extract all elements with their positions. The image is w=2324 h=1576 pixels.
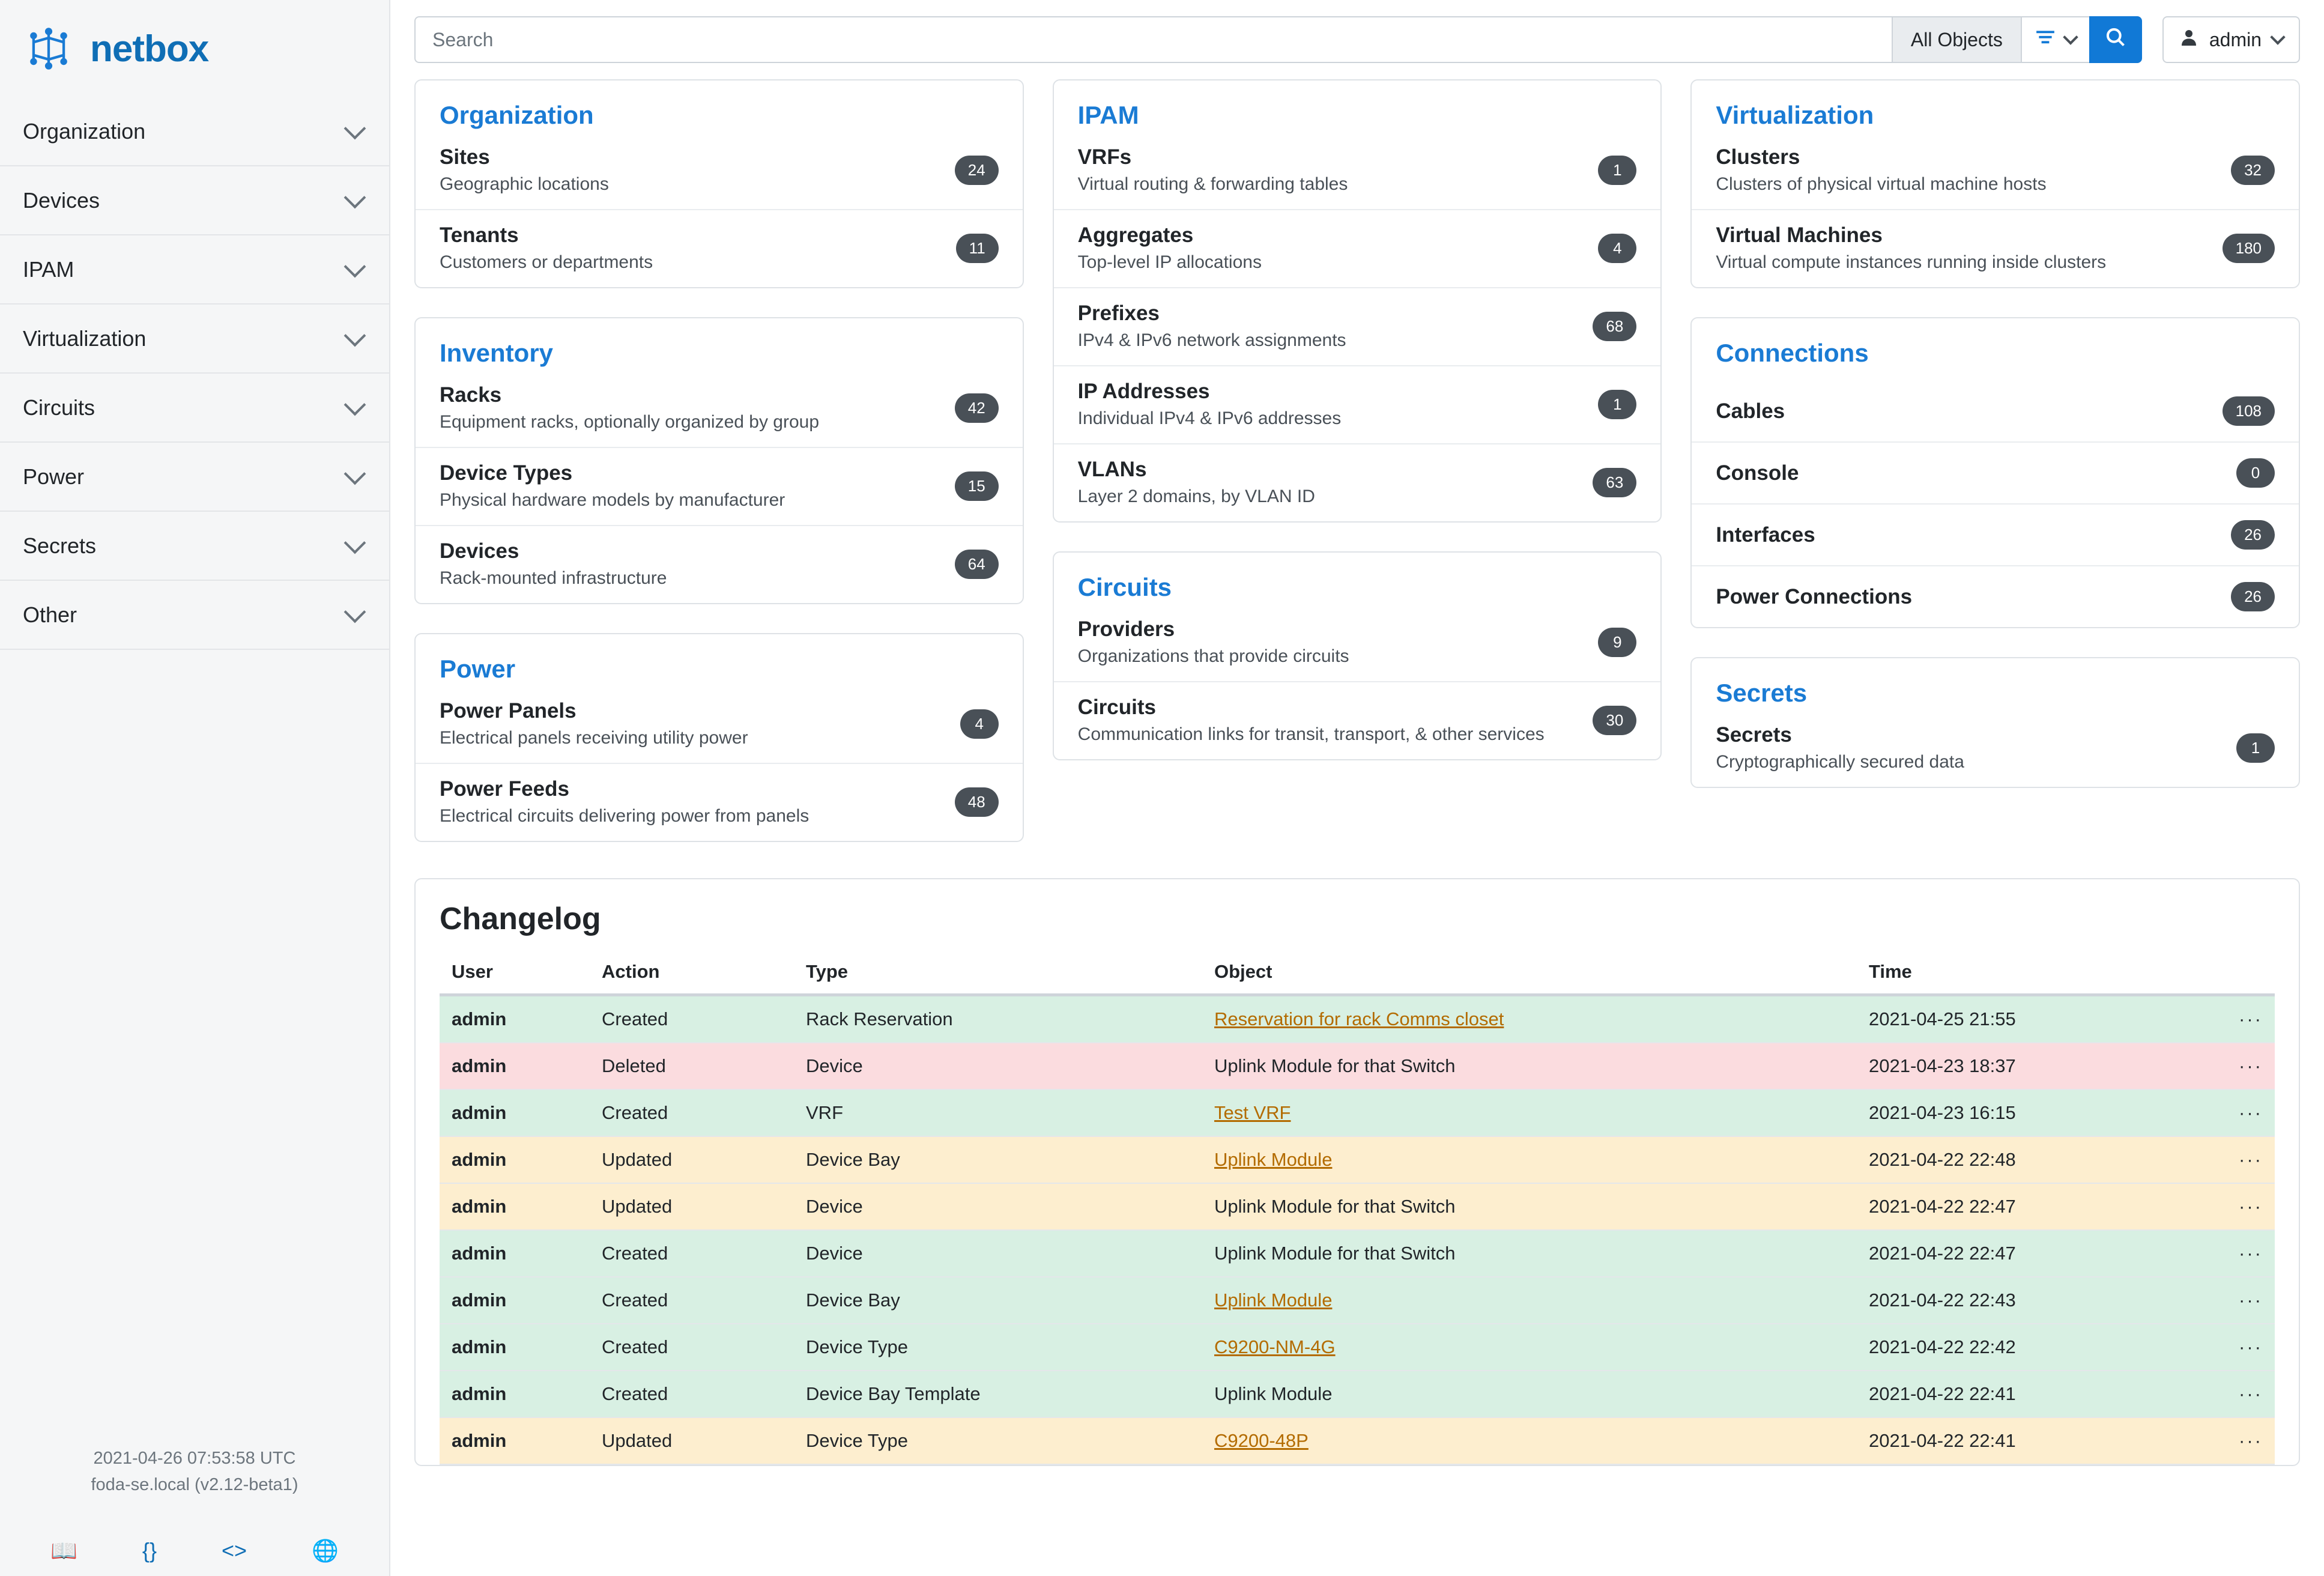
cell-user: admin [440,1136,590,1183]
sidebar-item-label: Secrets [23,533,97,558]
cell-action: Created [590,1090,794,1136]
braces-icon[interactable]: {} [142,1538,157,1563]
cell-time: 2021-04-22 22:42 [1857,1324,2193,1371]
row-name: Racks [440,383,502,407]
sidebar-item-label: Devices [23,187,100,213]
cell-type: VRF [794,1090,1202,1136]
panel-row-interfaces[interactable] [1692,503,2299,565]
row-name: Device Types [440,461,573,485]
panel-column-2 [1053,79,1662,789]
row-count-badge: 30 [1593,706,1636,735]
sidebar [0,0,390,1576]
table-row[interactable] [440,1324,2275,1371]
cell-type: Device Type [794,1417,1202,1464]
sidebar-item-organization[interactable] [0,97,389,166]
code-icon[interactable]: <> [222,1538,247,1563]
cell-time: 2021-04-22 22:43 [1857,1277,2193,1324]
object-type-label: All Objects [1910,28,2003,50]
cell-type: Device [794,1043,1202,1090]
cell-time: 2021-04-22 22:41 [1857,1417,2193,1464]
object-link[interactable]: C9200-NM-4G [1214,1336,1336,1357]
row-count-badge: 24 [955,156,999,185]
row-description: Cryptographically secured data [1716,752,1964,772]
table-row[interactable] [440,1417,2275,1464]
cell-type: Device [794,1183,1202,1230]
cell-user: admin [440,1417,590,1464]
row-actions-menu[interactable]: ··· [2193,1043,2275,1090]
row-count-badge: 42 [955,393,999,423]
cell-object: Uplink Module for that Switch [1202,1230,1857,1277]
row-name: Prefixes [1077,302,1160,325]
search-input[interactable] [414,16,1892,63]
main-area [390,0,2324,1576]
column-header-action[interactable]: Action [590,954,794,995]
changelog-table [440,954,2275,1465]
panel-row-power-panels[interactable] [416,697,1023,763]
panel-columns [414,79,2300,871]
row-name: Console [1716,461,1799,485]
row-description: Virtual compute instances running inside clusters [1716,252,2107,272]
brand[interactable] [0,0,389,97]
row-count-badge: 63 [1593,468,1636,497]
panel-title: IPAM [1077,101,1139,129]
sidebar-item-circuits[interactable] [0,374,389,443]
book-icon[interactable]: 📖 [50,1538,77,1563]
row-count-badge: 26 [2231,520,2275,550]
object-link[interactable]: Test VRF [1214,1102,1291,1123]
row-count-badge: 180 [2223,234,2275,263]
sidebar-item-virtualization[interactable] [0,305,389,374]
chevron-down-icon [344,255,366,277]
panel-row-aggregates[interactable] [1054,209,1661,287]
cell-user: admin [440,1230,590,1277]
changelog-body [440,995,2275,1465]
row-count-badge: 4 [1598,234,1636,263]
row-actions-menu[interactable]: ··· [2193,1324,2275,1371]
panel-row-power-feeds[interactable] [416,763,1023,841]
cell-action: Deleted [590,1043,794,1090]
cell-object[interactable] [1202,1277,1857,1324]
cell-user: admin [440,1371,590,1417]
row-name: Circuits [1077,696,1156,719]
panel-row-device-types[interactable] [416,447,1023,525]
cell-object: Uplink Module [1202,1371,1857,1417]
row-description: Clusters of physical virtual machine hosts [1716,174,2047,194]
cell-user: admin [440,1090,590,1136]
row-count-badge: 1 [1598,390,1636,419]
panel-title: Virtualization [1716,101,1874,129]
cell-time: 2021-04-22 22:41 [1857,1371,2193,1417]
search-button[interactable] [2089,16,2142,63]
table-row[interactable] [440,1230,2275,1277]
user-menu-label: admin [2209,28,2262,50]
cell-user: admin [440,995,590,1043]
globe-icon[interactable]: 🌐 [312,1538,339,1563]
row-count-badge: 1 [2236,733,2275,763]
object-link[interactable]: C9200-48P [1214,1430,1309,1451]
panel-title: Power [440,655,516,683]
row-name: Tenants [440,223,519,247]
row-description: Virtual routing & forwarding tables [1077,174,1348,194]
row-description: Individual IPv4 & IPv6 addresses [1077,408,1342,428]
row-count-badge: 4 [960,709,999,739]
row-actions-menu[interactable]: ··· [2193,1417,2275,1464]
panel-inventory [414,317,1024,604]
sidebar-item-label: Organization [23,118,146,144]
chevron-down-icon [344,117,366,139]
row-name: IP Addresses [1077,380,1210,403]
cell-action: Created [590,1277,794,1324]
sidebar-item-devices[interactable] [0,166,389,235]
cell-type: Device Bay [794,1277,1202,1324]
cell-user: admin [440,1324,590,1371]
panel-virtualization [1690,79,2300,288]
column-header-type[interactable]: Type [794,954,1202,995]
panel-row-power-connections[interactable] [1692,565,2299,627]
cell-time: 2021-04-22 22:47 [1857,1183,2193,1230]
cell-object[interactable] [1202,1136,1857,1183]
cell-action: Created [590,1324,794,1371]
brand-name: netbox [90,28,209,70]
row-count-badge: 26 [2231,582,2275,611]
row-description: Layer 2 domains, by VLAN ID [1077,486,1315,506]
search-icon [2105,26,2126,53]
cell-type: Device [794,1230,1202,1277]
row-count-badge: 32 [2231,156,2275,185]
row-name: VRFs [1077,145,1132,169]
row-count-badge: 108 [2223,396,2275,426]
changelog-panel [414,878,2300,1466]
panel-ipam [1053,79,1662,523]
panel-row-racks[interactable] [416,381,1023,447]
cell-type: Rack Reservation [794,995,1202,1043]
panel-secrets [1690,657,2300,788]
row-actions-menu[interactable]: ··· [2193,1136,2275,1183]
panel-column-3 [1690,79,2300,817]
table-row[interactable] [440,1371,2275,1417]
row-name: Virtual Machines [1716,223,1883,247]
panel-row-vrfs[interactable] [1054,143,1661,209]
column-header-time[interactable]: Time [1857,954,2193,995]
row-actions-menu[interactable]: ··· [2193,995,2275,1043]
row-description: Top-level IP allocations [1077,252,1262,272]
row-actions-menu[interactable]: ··· [2193,1230,2275,1277]
person-icon [2179,28,2198,52]
chevron-down-icon [2063,29,2078,44]
row-name: Power Connections [1716,584,1913,608]
panel-row-devices[interactable] [416,525,1023,603]
cell-type: Device Bay [794,1136,1202,1183]
panel-row-ip-addresses[interactable] [1054,365,1661,443]
row-count-badge: 48 [955,787,999,817]
search-group [414,16,2142,63]
row-count-badge: 15 [955,471,999,501]
panel-row-clusters[interactable] [1692,143,2299,209]
row-description: Electrical panels receiving utility power [440,728,748,748]
user-menu[interactable] [2162,16,2300,63]
topbar [390,0,2324,79]
row-name: Devices [440,539,519,563]
row-description: Geographic locations [440,174,609,194]
panel-row-virtual-machines[interactable] [1692,209,2299,287]
column-header-actions [2193,954,2275,995]
sidebar-item-label: Other [23,602,77,627]
panel-title: Connections [1716,339,1869,367]
cell-user: admin [440,1043,590,1090]
object-link[interactable]: Reservation for rack Comms closet [1214,1008,1504,1029]
row-name: Power Feeds [440,777,569,801]
sidebar-footer-icons [0,1540,389,1562]
cell-object: Uplink Module for that Switch [1202,1183,1857,1230]
row-count-badge: 64 [955,550,999,579]
dashboard [390,79,2324,1576]
filter-icon [2035,27,2056,52]
sidebar-item-label: Circuits [23,395,95,420]
cell-object[interactable] [1202,1324,1857,1371]
panel-row-prefixes[interactable] [1054,287,1661,365]
column-header-user[interactable]: User [440,954,590,995]
row-name: VLANs [1077,458,1147,481]
row-actions-menu[interactable]: ··· [2193,1183,2275,1230]
panel-title: Circuits [1077,573,1172,601]
panel-title: Inventory [440,339,554,367]
table-row[interactable] [440,1183,2275,1230]
panel-connections [1690,317,2300,628]
cell-object: Uplink Module for that Switch [1202,1043,1857,1090]
cell-action: Updated [590,1136,794,1183]
row-count-badge: 0 [2236,458,2275,488]
cell-time: 2021-04-25 21:55 [1857,995,2193,1043]
sidebar-item-other[interactable] [0,581,389,650]
chevron-down-icon [344,186,366,208]
row-name: Cables [1716,399,1785,423]
column-header-object[interactable]: Object [1202,954,1857,995]
chevron-down-icon [344,393,366,416]
row-name: Sites [440,145,490,169]
sidebar-item-power[interactable] [0,443,389,512]
row-count-badge: 1 [1598,156,1636,185]
sidebar-item-label: Power [23,464,85,489]
cell-action: Updated [590,1183,794,1230]
footer-timestamp: 2021-04-26 07:53:58 UTC [93,1449,296,1468]
chevron-down-icon [2270,29,2285,44]
cell-time: 2021-04-22 22:47 [1857,1230,2193,1277]
sidebar-footer [0,1446,389,1498]
panel-title: Organization [440,101,594,129]
panel-row-cables[interactable] [1692,381,2299,441]
row-description: IPv4 & IPv6 network assignments [1077,330,1346,350]
cell-time: 2021-04-22 22:48 [1857,1136,2193,1183]
panel-row-secrets[interactable] [1692,721,2299,787]
cell-type: Device Bay Template [794,1371,1202,1417]
cell-time: 2021-04-23 16:15 [1857,1090,2193,1136]
row-description: Physical hardware models by manufacturer [440,490,785,510]
row-count-badge: 9 [1598,628,1636,657]
row-actions-menu[interactable]: ··· [2193,1371,2275,1417]
panel-row-tenants[interactable] [416,209,1023,287]
cell-action: Updated [590,1417,794,1464]
row-description: Equipment racks, optionally organized by group [440,412,820,432]
chevron-down-icon [344,601,366,623]
sidebar-item-label: IPAM [23,256,74,282]
chevron-down-icon [344,532,366,554]
row-actions-menu[interactable]: ··· [2193,1090,2275,1136]
cell-object[interactable] [1202,995,1857,1043]
row-description: Rack-mounted infrastructure [440,568,667,588]
table-header-row [440,954,2275,995]
row-name: Interfaces [1716,523,1815,547]
chevron-down-icon [344,462,366,485]
row-name: Power Panels [440,699,576,723]
panel-circuits [1053,551,1662,760]
cell-time: 2021-04-23 18:37 [1857,1043,2193,1090]
cell-action: Created [590,995,794,1043]
table-row[interactable] [440,1090,2275,1136]
panel-organization [414,79,1024,288]
table-row[interactable] [440,1136,2275,1183]
row-description: Organizations that provide circuits [1077,646,1349,666]
row-name: Providers [1077,617,1175,641]
row-name: Aggregates [1077,223,1194,247]
row-count-badge: 11 [956,234,999,263]
sidebar-item-secrets[interactable] [0,512,389,581]
sidebar-item-ipam[interactable] [0,235,389,305]
changelog-title: Changelog [440,902,601,936]
row-description: Electrical circuits delivering power from panels [440,806,809,826]
object-link[interactable]: Uplink Module [1214,1149,1333,1170]
row-name: Secrets [1716,723,1792,747]
cell-user: admin [440,1183,590,1230]
panel-row-circuits[interactable] [1054,681,1661,759]
netbox-logo-icon [23,23,74,74]
table-row[interactable] [440,1277,2275,1324]
footer-version: foda-se.local (v2.12-beta1) [91,1474,298,1494]
cell-action: Created [590,1230,794,1277]
object-type-selector[interactable] [1892,16,2021,63]
panel-row-sites[interactable] [416,143,1023,209]
panel-title: Secrets [1716,679,1808,707]
row-name: Clusters [1716,145,1800,169]
chevron-down-icon [344,324,366,347]
cell-object[interactable] [1202,1417,1857,1464]
row-description: Communication links for transit, transport, & other services [1077,724,1545,744]
panel-row-providers[interactable] [1054,615,1661,681]
row-count-badge: 68 [1593,312,1636,341]
panel-row-console[interactable] [1692,441,2299,503]
row-description: Customers or departments [440,252,653,272]
sidebar-item-label: Virtualization [23,326,147,351]
object-link[interactable]: Uplink Module [1214,1290,1333,1311]
row-actions-menu[interactable]: ··· [2193,1277,2275,1324]
panel-power [414,633,1024,842]
panel-row-vlans[interactable] [1054,443,1661,521]
cell-action: Created [590,1371,794,1417]
table-row[interactable] [440,1043,2275,1090]
panel-column-1 [414,79,1024,871]
cell-type: Device Type [794,1324,1202,1371]
cell-user: admin [440,1277,590,1324]
filter-button[interactable] [2021,16,2089,63]
table-row[interactable] [440,995,2275,1043]
cell-object[interactable] [1202,1090,1857,1136]
